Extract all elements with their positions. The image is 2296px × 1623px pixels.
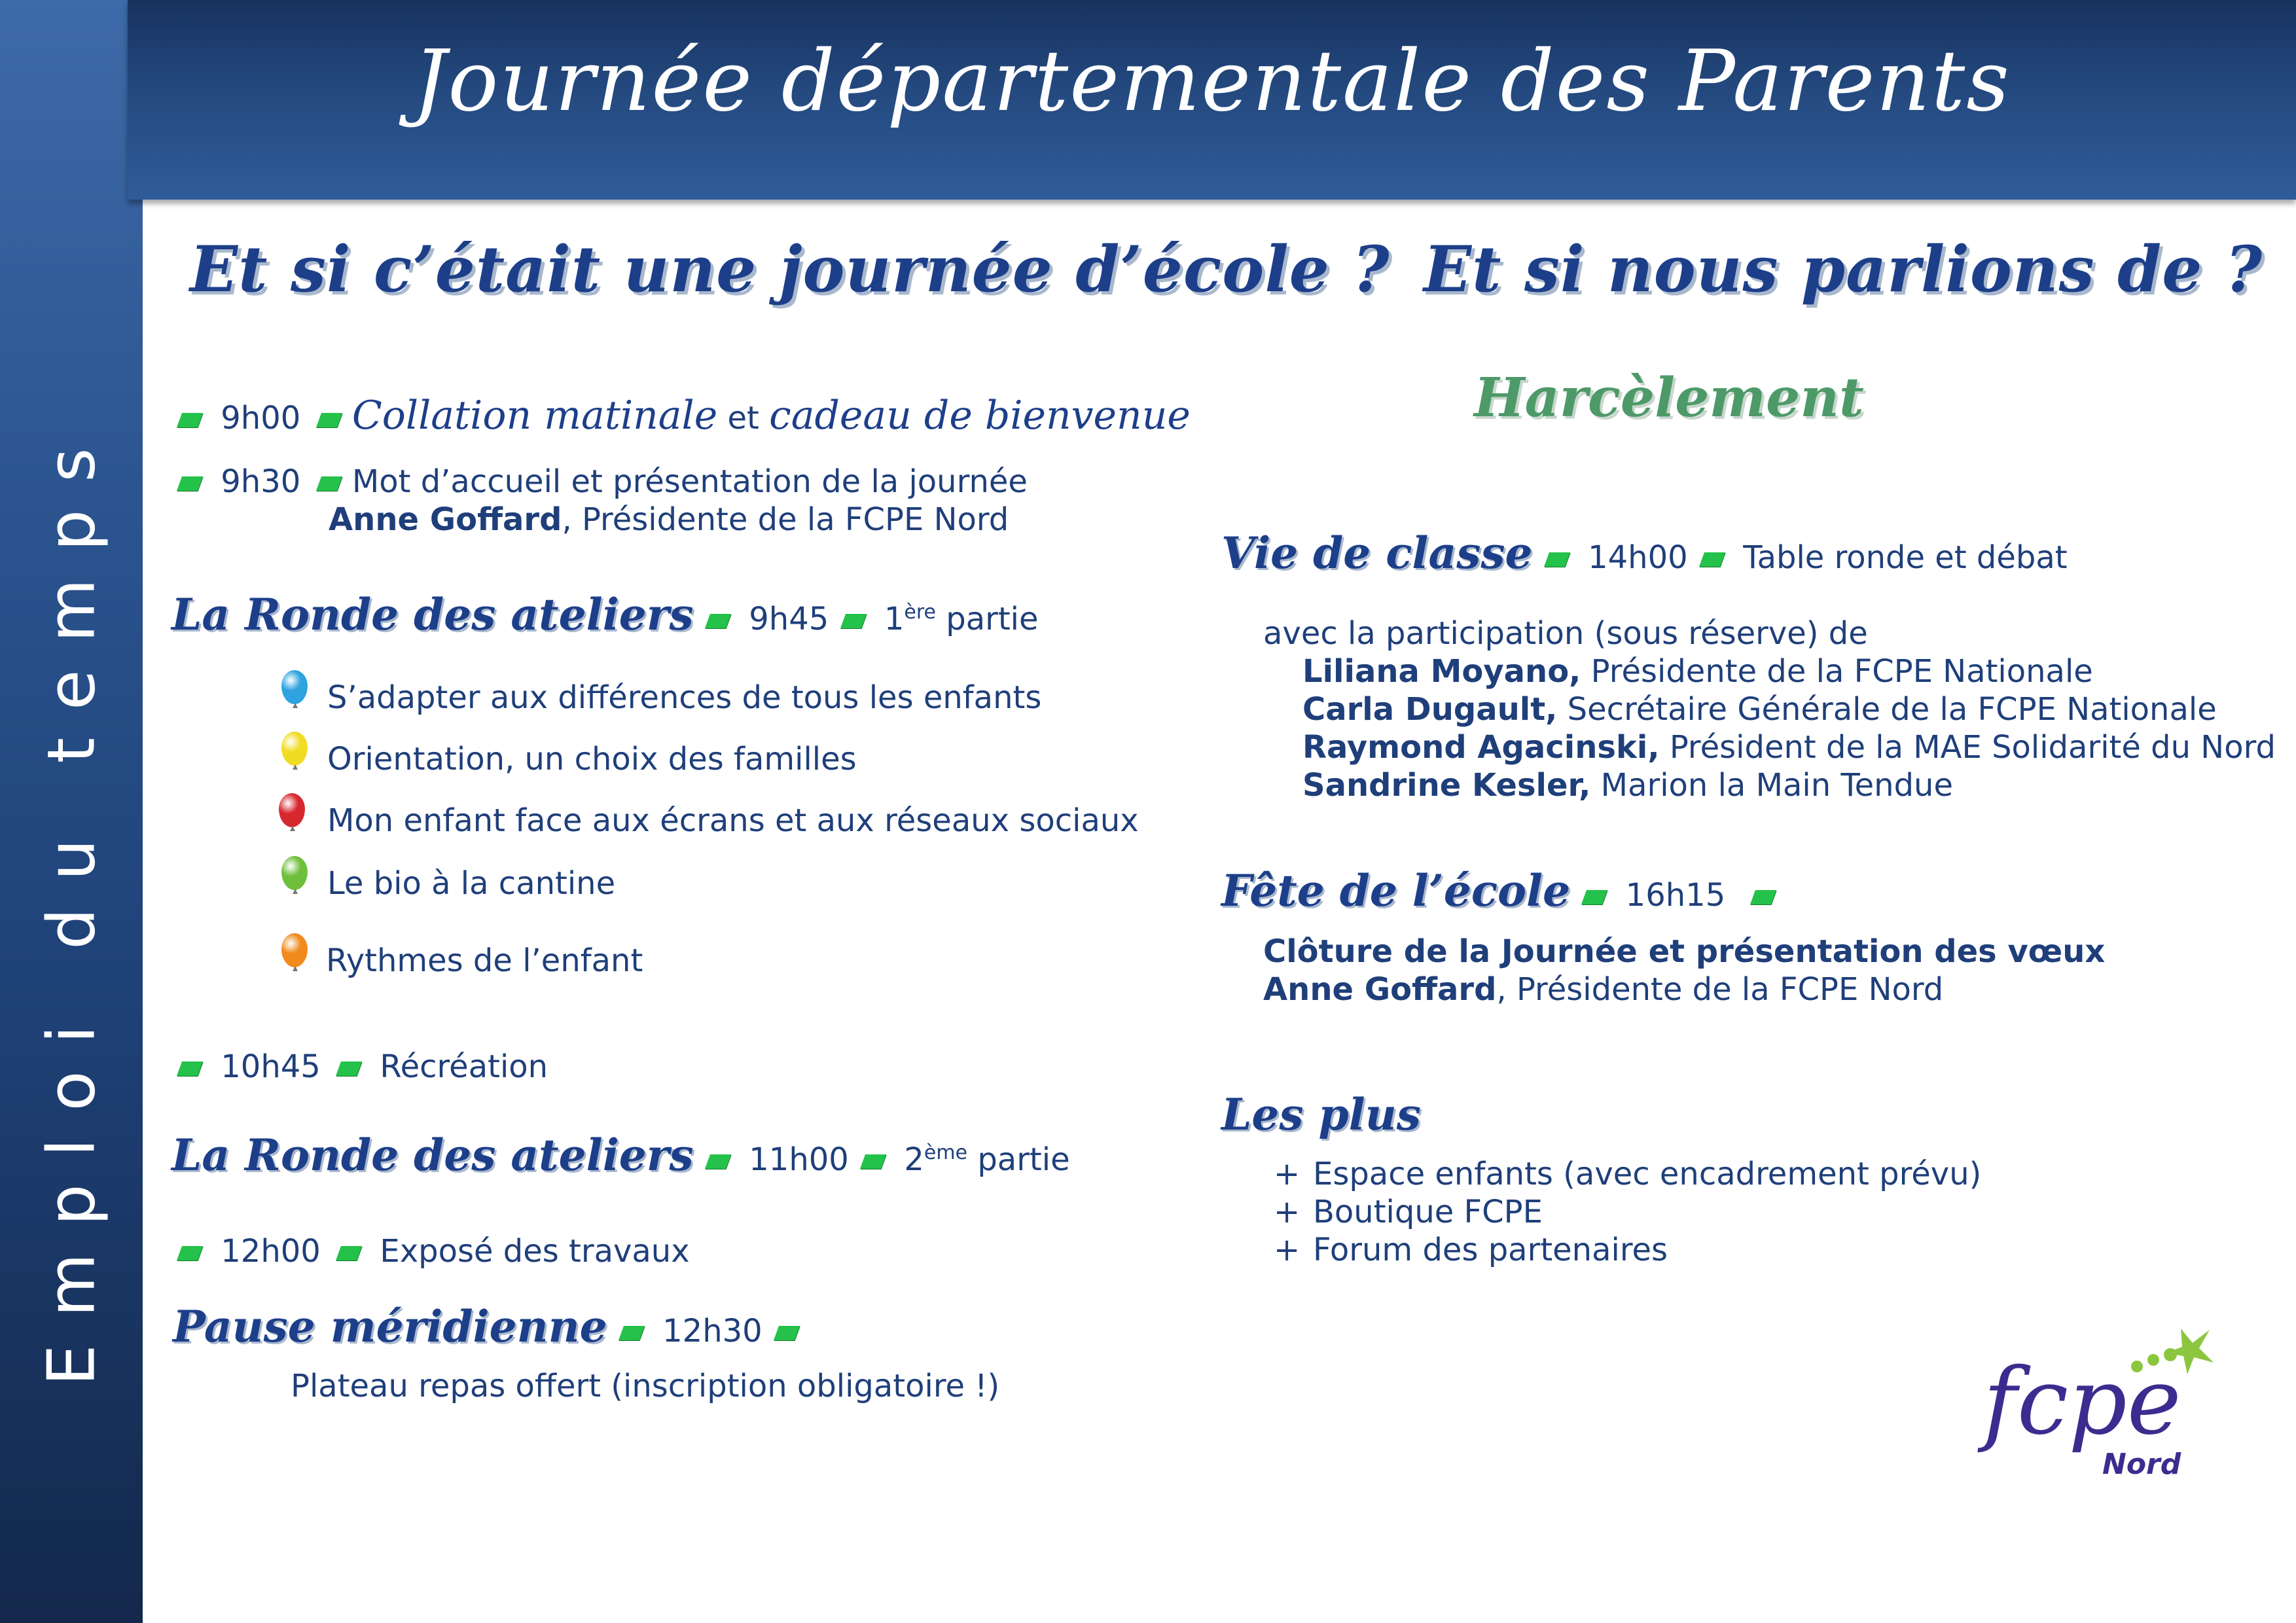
speaker-name: Carla Dugault, bbox=[1302, 691, 1558, 728]
green-marker-icon bbox=[860, 1154, 886, 1169]
atelier-item: Rythmes de l’enfant bbox=[326, 942, 643, 979]
item-text: Mot d’accueil et présentation de la journée bbox=[351, 463, 1028, 500]
plus-text: Forum des partenaires bbox=[1313, 1232, 1668, 1268]
time: 11h00 bbox=[749, 1141, 849, 1178]
green-balloon-icon bbox=[281, 856, 308, 890]
theme-title: Harcèlement bbox=[1474, 366, 1864, 429]
speaker-row bbox=[1302, 729, 2276, 766]
plus-item bbox=[1274, 1232, 1668, 1268]
time: 9h45 bbox=[749, 601, 829, 637]
host-line bbox=[329, 501, 1009, 538]
green-marker-icon bbox=[316, 413, 342, 427]
green-marker-icon bbox=[177, 1061, 203, 1076]
speaker-row bbox=[1302, 653, 2093, 690]
item-text: cadeau de bienvenue bbox=[769, 393, 1191, 438]
time: 14h00 bbox=[1588, 539, 1688, 576]
green-marker-icon bbox=[705, 1154, 731, 1169]
section-label: Pause méridienne bbox=[173, 1301, 607, 1352]
plus-text: Espace enfants (avec encadrement prévu) bbox=[1313, 1156, 1982, 1192]
speaker-row bbox=[1302, 767, 1953, 804]
item-text: Récréation bbox=[380, 1048, 548, 1085]
item-text: Exposé des travaux bbox=[380, 1233, 690, 1270]
item-text: Collation matinale bbox=[351, 393, 718, 438]
speaker-name: Sandrine Kesler, bbox=[1302, 767, 1591, 804]
part-sup: ème bbox=[924, 1141, 968, 1164]
left-heading: Et si c’était une journée d’école ? bbox=[190, 232, 1390, 306]
green-marker-icon bbox=[619, 1326, 645, 1340]
part-label: partie bbox=[977, 1141, 1070, 1178]
green-marker-icon bbox=[1544, 552, 1570, 567]
green-marker-icon bbox=[840, 614, 867, 628]
time: 9h30 bbox=[221, 463, 301, 500]
right-heading: Et si nous parlions de ? bbox=[1424, 232, 2263, 306]
green-marker-icon bbox=[316, 476, 342, 491]
item-text: et bbox=[727, 400, 759, 437]
time: 9h00 bbox=[221, 400, 301, 437]
recreation bbox=[175, 1048, 548, 1085]
person-role: , Présidente de la FCPE Nord bbox=[562, 501, 1009, 538]
ronde-2 bbox=[171, 1130, 1070, 1181]
atelier-item: Orientation, un choix des familles bbox=[327, 741, 857, 777]
item-text: Table ronde et débat bbox=[1743, 539, 2068, 576]
schedule-0900 bbox=[175, 393, 1191, 438]
plus-item bbox=[1274, 1194, 1543, 1230]
plus-icon: + bbox=[1274, 1194, 1300, 1230]
speaker-name: Raymond Agacinski, bbox=[1302, 729, 1660, 766]
section-label: Vie de classe bbox=[1221, 527, 1533, 579]
plus-icon: + bbox=[1274, 1232, 1300, 1268]
part-sup: ère bbox=[904, 601, 936, 624]
orange-balloon-icon bbox=[281, 933, 308, 967]
vertical-title: Emploi du temps bbox=[33, 420, 110, 1386]
speaker-role: Président de la MAE Solidarité du Nord bbox=[1659, 729, 2276, 766]
speaker-role: Secrétaire Générale de la FCPE Nationale bbox=[1557, 691, 2217, 728]
person-name: Anne Goffard bbox=[1263, 971, 1497, 1008]
atelier-item: Le bio à la cantine bbox=[327, 865, 616, 902]
speaker-name: Liliana Moyano, bbox=[1302, 653, 1581, 690]
fete-de-lecole bbox=[1221, 865, 1784, 916]
expose bbox=[175, 1233, 690, 1270]
pause bbox=[173, 1301, 808, 1352]
logo-subtext: Nord bbox=[2102, 1448, 2181, 1481]
host-line bbox=[1263, 971, 1943, 1008]
section-label: La Ronde des ateliers bbox=[171, 589, 694, 640]
green-marker-icon bbox=[336, 1246, 362, 1260]
yellow-balloon-icon bbox=[281, 732, 308, 766]
time: 12h30 bbox=[662, 1313, 762, 1349]
ronde-1 bbox=[171, 589, 1039, 640]
speaker-role: Marion la Main Tendue bbox=[1590, 767, 1953, 804]
time: 10h45 bbox=[221, 1048, 321, 1085]
les-plus-label: Les plus bbox=[1221, 1089, 1421, 1140]
green-marker-icon bbox=[177, 1246, 203, 1260]
speaker-row bbox=[1302, 691, 2217, 728]
part-label: partie bbox=[946, 601, 1039, 637]
blue-balloon-icon bbox=[281, 670, 308, 704]
green-marker-icon bbox=[1749, 890, 1776, 904]
green-marker-icon bbox=[705, 614, 731, 628]
green-marker-icon bbox=[177, 476, 203, 491]
fcpe-logo bbox=[1977, 1302, 2225, 1499]
person-name: Anne Goffard bbox=[329, 501, 562, 538]
pause-text: Plateau repas offert (inscription obligatoire !) bbox=[291, 1368, 1000, 1404]
green-marker-icon bbox=[1699, 552, 1725, 567]
plus-icon: + bbox=[1274, 1156, 1300, 1192]
green-marker-icon bbox=[177, 413, 203, 427]
plus-item bbox=[1274, 1156, 1981, 1192]
green-marker-icon bbox=[336, 1061, 362, 1076]
time: 16h15 bbox=[1625, 877, 1726, 914]
participation-intro: avec la participation (sous réserve) de bbox=[1263, 615, 1868, 652]
plus-text: Boutique FCPE bbox=[1313, 1194, 1543, 1230]
vie-de-classe bbox=[1221, 527, 2068, 579]
closing-line: Clôture de la Journée et présentation des vœux bbox=[1263, 933, 2106, 970]
section-label: La Ronde des ateliers bbox=[171, 1130, 694, 1181]
page-title: Journée départementale des Parents bbox=[413, 33, 2011, 130]
part-number: 2 bbox=[904, 1141, 924, 1178]
person-role: , Présidente de la FCPE Nord bbox=[1496, 971, 1944, 1008]
time: 12h00 bbox=[221, 1233, 321, 1270]
green-marker-icon bbox=[774, 1326, 800, 1340]
section-label: Fête de l’école bbox=[1221, 865, 1571, 916]
speaker-role: Présidente de la FCPE Nationale bbox=[1581, 653, 2093, 690]
atelier-item: Mon enfant face aux écrans et aux réseaux sociaux bbox=[327, 802, 1139, 839]
schedule-0930 bbox=[175, 463, 1028, 500]
logo-text: fcpe bbox=[1983, 1349, 2181, 1455]
part-number: 1 bbox=[884, 601, 905, 637]
red-balloon-icon bbox=[279, 793, 305, 827]
green-marker-icon bbox=[1581, 890, 1607, 904]
atelier-item: S’adapter aux différences de tous les enfants bbox=[327, 679, 1042, 716]
